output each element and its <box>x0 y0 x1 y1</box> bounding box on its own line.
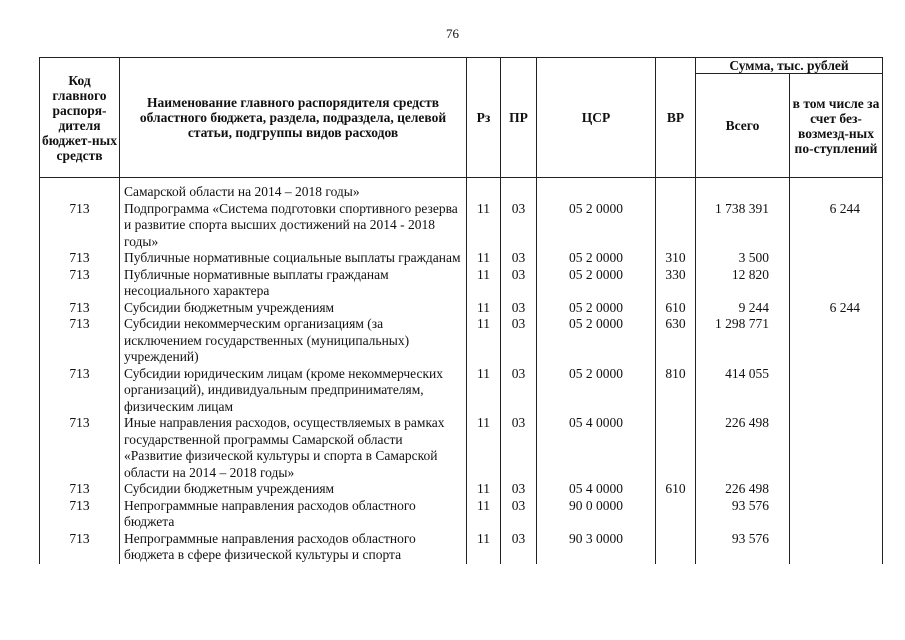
cell-extra: 6 244 <box>790 300 883 317</box>
budget-table <box>39 57 883 564</box>
cell-code: 713 <box>40 481 120 498</box>
table-row <box>40 316 883 366</box>
cell-vr <box>656 498 696 531</box>
cell-name: Субсидии некоммерческим организациям (за исключением государственных (муниципальных) учреждений) <box>120 316 467 366</box>
cell-pr: 03 <box>501 531 537 564</box>
cell-extra <box>790 366 883 416</box>
cell-total: 12 820 <box>696 267 790 300</box>
table-row <box>40 267 883 300</box>
cell-total: 1 738 391 <box>696 201 790 251</box>
cell-name: Публичные нормативные выплаты гражданам несоциального характера <box>120 267 467 300</box>
cell-pr: 03 <box>501 300 537 317</box>
table-row <box>40 415 883 481</box>
cell-total: 226 498 <box>696 415 790 481</box>
table-row <box>40 300 883 317</box>
cell-pr: 03 <box>501 481 537 498</box>
cell-extra <box>790 415 883 481</box>
header-code: Код главного распоря-дителя бюджет-ных средств <box>40 58 120 178</box>
cell-name: Субсидии юридическим лицам (кроме некоммерческих организаций), индивидуальным предпринимателям, физическим лицам <box>120 366 467 416</box>
cell-vr: 610 <box>656 481 696 498</box>
table-row <box>40 178 883 201</box>
cell-rz: 11 <box>467 267 501 300</box>
cell-pr: 03 <box>501 316 537 366</box>
cell-rz <box>467 178 501 201</box>
header-pr: ПР <box>501 58 537 178</box>
cell-rz: 11 <box>467 300 501 317</box>
cell-total: 226 498 <box>696 481 790 498</box>
cell-extra <box>790 250 883 267</box>
cell-csr: 90 0 0000 <box>537 498 656 531</box>
table-row <box>40 481 883 498</box>
cell-rz: 11 <box>467 366 501 416</box>
cell-extra: 6 244 <box>790 201 883 251</box>
cell-csr: 05 2 0000 <box>537 300 656 317</box>
cell-csr: 05 4 0000 <box>537 415 656 481</box>
cell-name: Непрограммные направления расходов областного бюджета <box>120 498 467 531</box>
cell-name: Публичные нормативные социальные выплаты гражданам <box>120 250 467 267</box>
cell-total: 93 576 <box>696 531 790 564</box>
cell-rz: 11 <box>467 250 501 267</box>
cell-extra <box>790 267 883 300</box>
cell-rz: 11 <box>467 201 501 251</box>
table-row <box>40 201 883 251</box>
cell-pr: 03 <box>501 250 537 267</box>
header-total: Всего <box>696 74 790 178</box>
cell-pr: 03 <box>501 267 537 300</box>
cell-vr: 330 <box>656 267 696 300</box>
table-body <box>40 178 883 564</box>
cell-rz: 11 <box>467 498 501 531</box>
cell-code: 713 <box>40 201 120 251</box>
cell-name: Иные направления расходов, осуществляемых в рамках государственной программы Самарской области «Развитие физической культуры и спорта в Самарской области на 2014 – 2018 годы» <box>120 415 467 481</box>
cell-csr: 05 4 0000 <box>537 481 656 498</box>
cell-csr: 90 3 0000 <box>537 531 656 564</box>
header-extra: в том числе за счет без-возмезд-ных по-ступлений <box>790 74 883 178</box>
cell-name: Субсидии бюджетным учреждениям <box>120 481 467 498</box>
table-row <box>40 531 883 564</box>
cell-csr: 05 2 0000 <box>537 316 656 366</box>
cell-pr: 03 <box>501 201 537 251</box>
cell-vr <box>656 531 696 564</box>
cell-rz: 11 <box>467 415 501 481</box>
cell-code: 713 <box>40 366 120 416</box>
cell-code: 713 <box>40 498 120 531</box>
cell-total: 3 500 <box>696 250 790 267</box>
cell-extra <box>790 498 883 531</box>
cell-total <box>696 178 790 201</box>
cell-code: 713 <box>40 316 120 366</box>
cell-extra <box>790 316 883 366</box>
header-rz: Рз <box>467 58 501 178</box>
cell-name: Самарской области на 2014 – 2018 годы» <box>120 178 467 201</box>
cell-pr <box>501 178 537 201</box>
cell-vr: 310 <box>656 250 696 267</box>
cell-code <box>40 178 120 201</box>
cell-rz: 11 <box>467 316 501 366</box>
cell-extra <box>790 481 883 498</box>
cell-vr: 630 <box>656 316 696 366</box>
cell-extra <box>790 531 883 564</box>
cell-code: 713 <box>40 300 120 317</box>
cell-total: 1 298 771 <box>696 316 790 366</box>
cell-pr: 03 <box>501 498 537 531</box>
page-number: 76 <box>446 26 459 41</box>
cell-extra <box>790 178 883 201</box>
table-row <box>40 498 883 531</box>
cell-vr <box>656 201 696 251</box>
cell-code: 713 <box>40 531 120 564</box>
cell-vr <box>656 415 696 481</box>
cell-csr: 05 2 0000 <box>537 201 656 251</box>
table-row <box>40 366 883 416</box>
cell-rz: 11 <box>467 531 501 564</box>
cell-pr: 03 <box>501 415 537 481</box>
table-row <box>40 250 883 267</box>
cell-total: 93 576 <box>696 498 790 531</box>
header-vr: ВР <box>656 58 696 178</box>
cell-pr: 03 <box>501 366 537 416</box>
cell-rz: 11 <box>467 481 501 498</box>
cell-name: Подпрограмма «Система подготовки спортивного резерва и развитие спорта высших достижений на 2014 - 2018 годы» <box>120 201 467 251</box>
cell-code: 713 <box>40 267 120 300</box>
header-sum: Сумма, тыс. рублей <box>696 58 883 74</box>
cell-vr <box>656 178 696 201</box>
cell-total: 414 055 <box>696 366 790 416</box>
cell-name: Субсидии бюджетным учреждениям <box>120 300 467 317</box>
cell-vr: 810 <box>656 366 696 416</box>
cell-vr: 610 <box>656 300 696 317</box>
header-csr: ЦСР <box>537 58 656 178</box>
cell-csr: 05 2 0000 <box>537 366 656 416</box>
cell-csr: 05 2 0000 <box>537 267 656 300</box>
cell-code: 713 <box>40 250 120 267</box>
cell-csr <box>537 178 656 201</box>
header-name: Наименование главного распорядителя средств областного бюджета, раздела, подраздела, целевой статьи, подгруппы видов расходов <box>120 58 467 178</box>
cell-csr: 05 2 0000 <box>537 250 656 267</box>
cell-name: Непрограммные направления расходов областного бюджета в сфере физической культуры и спорта <box>120 531 467 564</box>
cell-total: 9 244 <box>696 300 790 317</box>
cell-code: 713 <box>40 415 120 481</box>
